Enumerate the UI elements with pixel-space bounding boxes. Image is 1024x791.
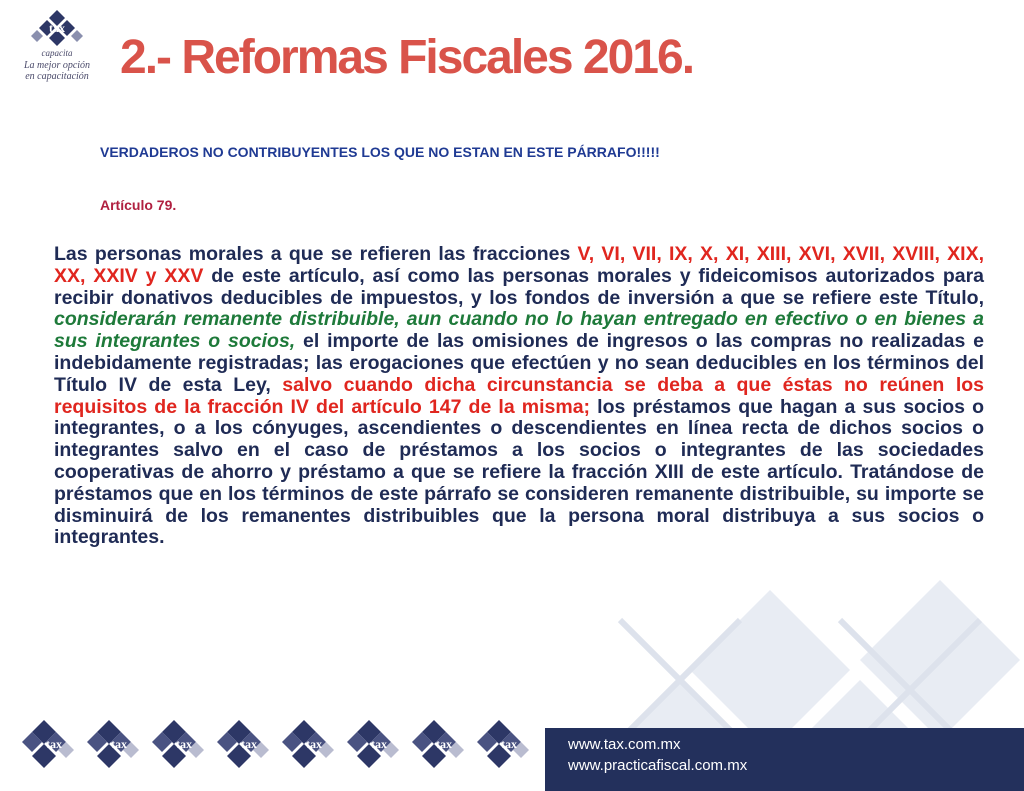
body-highlight-red: salvo cuando dicha circunstancia se deba a que éstas no reúnen los requisitos de la fracción IV del artículo 147 de la misma; xyxy=(54,373,984,418)
footer-logo-text: tax xyxy=(111,737,127,751)
tax-logo xyxy=(18,10,96,90)
footer-logo-text: tax xyxy=(176,737,192,751)
footer-logo-text: tax xyxy=(436,737,452,751)
footer-logo-text: tax xyxy=(306,737,322,751)
logo-tagline-line1: La mejor opción xyxy=(23,60,91,71)
footer-logo-item xyxy=(347,720,399,768)
footer-logo-item xyxy=(282,720,334,768)
footer-logo-text: tax xyxy=(46,737,62,751)
footer-url-practicafiscal[interactable]: www.practicafiscal.com.mx xyxy=(568,757,748,774)
body-highlight-red: V, VI, VII, IX, X, XI, XIII, XVI, XVII, XVIII, XIX, XX, XXIV y XXV xyxy=(54,243,984,287)
body-segment: los préstamos que hagan a sus socios o integrantes, o a los cónyuges, ascendientes o descendientes en línea recta de dichos socios o integrantes salvo en el caso de préstamos a los socios o integrantes de las sociedades cooperativas de ahorro y préstamo a que se refiere la fracción XIII de este artículo. Tratándose de préstamos que en los términos de este párrafo se consideren remanente distribuible, su importe se disminuirá de los remanentes distribuibles que la persona moral distribuya a sus socios o integrantes. xyxy=(54,395,984,549)
body-segment: Las personas morales a que se refieren las fracciones xyxy=(54,243,578,265)
footer-bar xyxy=(545,728,1024,791)
body-segment: de este artículo, así como las personas morales y fideicomisos autorizados para recibir donativos deducibles de impuestos, y los fondos de inversión a que se refiere este Título, xyxy=(54,264,985,309)
footer-logo-item xyxy=(87,720,139,768)
footer-logo-text: tax xyxy=(501,737,517,751)
footer-logo-item xyxy=(22,720,74,768)
footer-logo-item xyxy=(152,720,204,768)
logo-tagline-brand: capacita xyxy=(41,48,73,58)
subheading: VERDADEROS NO CONTRIBUYENTES LOS QUE NO ESTAN EN ESTE PÁRRAFO!!!!! xyxy=(100,144,660,160)
article-label: Artículo 79. xyxy=(100,197,177,213)
footer-logo-item xyxy=(477,720,529,768)
body-segment: el importe de las omisiones de ingresos o las compras no realizadas e indebidamente registradas; las erogaciones que efectúen y no sean deducibles en los términos del Título IV de esta Ley, xyxy=(54,330,984,396)
tax-logo-text: tax xyxy=(49,21,65,35)
article-body xyxy=(54,244,984,549)
logo-tagline-line2: en capacitación xyxy=(25,71,89,82)
page-title: 2.- Reformas Fiscales 2016. xyxy=(120,31,694,84)
footer-logo-text: tax xyxy=(241,737,257,751)
footer-logo-strip xyxy=(22,716,542,772)
footer-url-tax[interactable]: www.tax.com.mx xyxy=(568,736,681,753)
tax-logo-diamond xyxy=(31,10,83,48)
logo-tagline xyxy=(18,60,96,82)
footer-logo-item xyxy=(217,720,269,768)
footer-logo-text: tax xyxy=(371,737,387,751)
footer-logo-item xyxy=(412,720,464,768)
body-highlight-green: considerarán remanente distribuible, aun cuando no lo hayan entregado en efectivo o en bienes a sus integrantes o socios, xyxy=(54,308,984,353)
